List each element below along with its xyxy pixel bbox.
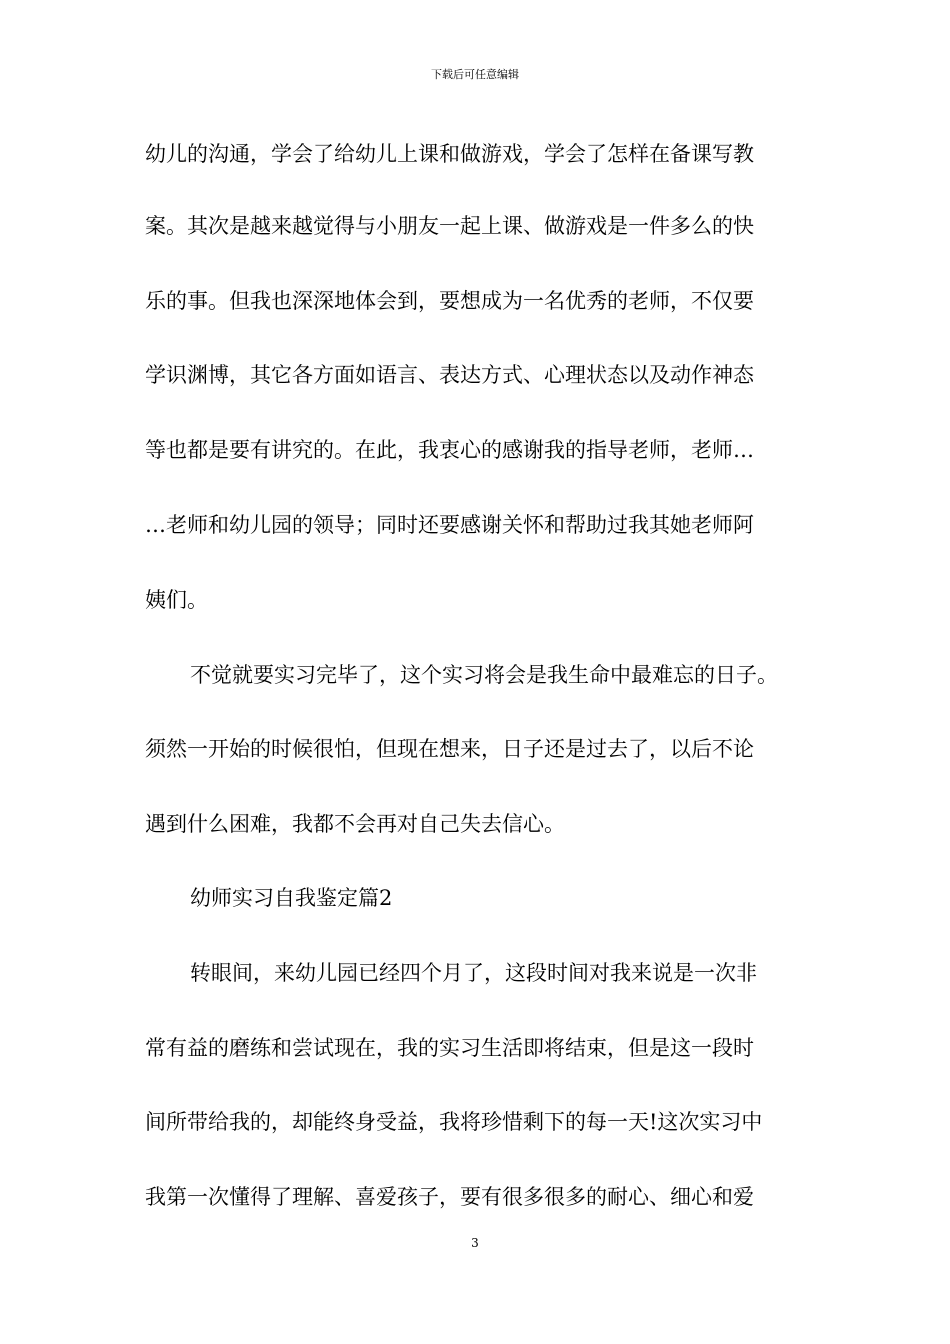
header-note: 下载后可任意编辑 xyxy=(431,68,519,81)
text-line: 案。其次是越来越觉得与小朋友一起上课、做游戏是一件多么的快 xyxy=(145,214,754,238)
text-line: 我第一次懂得了理解、喜爱孩子，要有很多很多的耐心、细心和爱 xyxy=(145,1185,754,1209)
text-line: …老师和幼儿园的领导；同时还要感谢关怀和帮助过我其她老师阿 xyxy=(145,513,754,537)
text-line: 幼儿的沟通，学会了给幼儿上课和做游戏，学会了怎样在备课写教 xyxy=(145,142,754,166)
paragraph-start-line: 不觉就要实习完毕了，这个实习将会是我生命中最难忘的日子。 xyxy=(190,663,778,687)
page-number: 3 xyxy=(471,1236,479,1250)
text-line: 学识渊博，其它各方面如语言、表达方式、心理状态以及动作神态 xyxy=(145,363,754,387)
text-line: 遇到什么困难，我都不会再对自己失去信心。 xyxy=(145,812,565,836)
text-line: 等也都是要有讲究的。在此，我衷心的感谢我的指导老师，老师… xyxy=(145,438,754,462)
paragraph-start-line: 转眼间，来幼儿园已经四个月了，这段时间对我来说是一次非 xyxy=(190,961,757,985)
text-line: 间所带给我的，却能终身受益，我将珍惜剩下的每一天!这次实习中 xyxy=(145,1110,763,1134)
section-heading: 幼师实习自我鉴定篇2 xyxy=(190,886,393,910)
text-line: 常有益的磨练和尝试现在，我的实习生活即将结束，但是这一段时 xyxy=(145,1036,754,1060)
text-line: 须然一开始的时候很怕，但现在想来，日子还是过去了，以后不论 xyxy=(145,737,754,761)
text-line: 乐的事。但我也深深地体会到，要想成为一名优秀的老师，不仅要 xyxy=(145,289,754,313)
text-line: 姨们。 xyxy=(145,588,208,612)
